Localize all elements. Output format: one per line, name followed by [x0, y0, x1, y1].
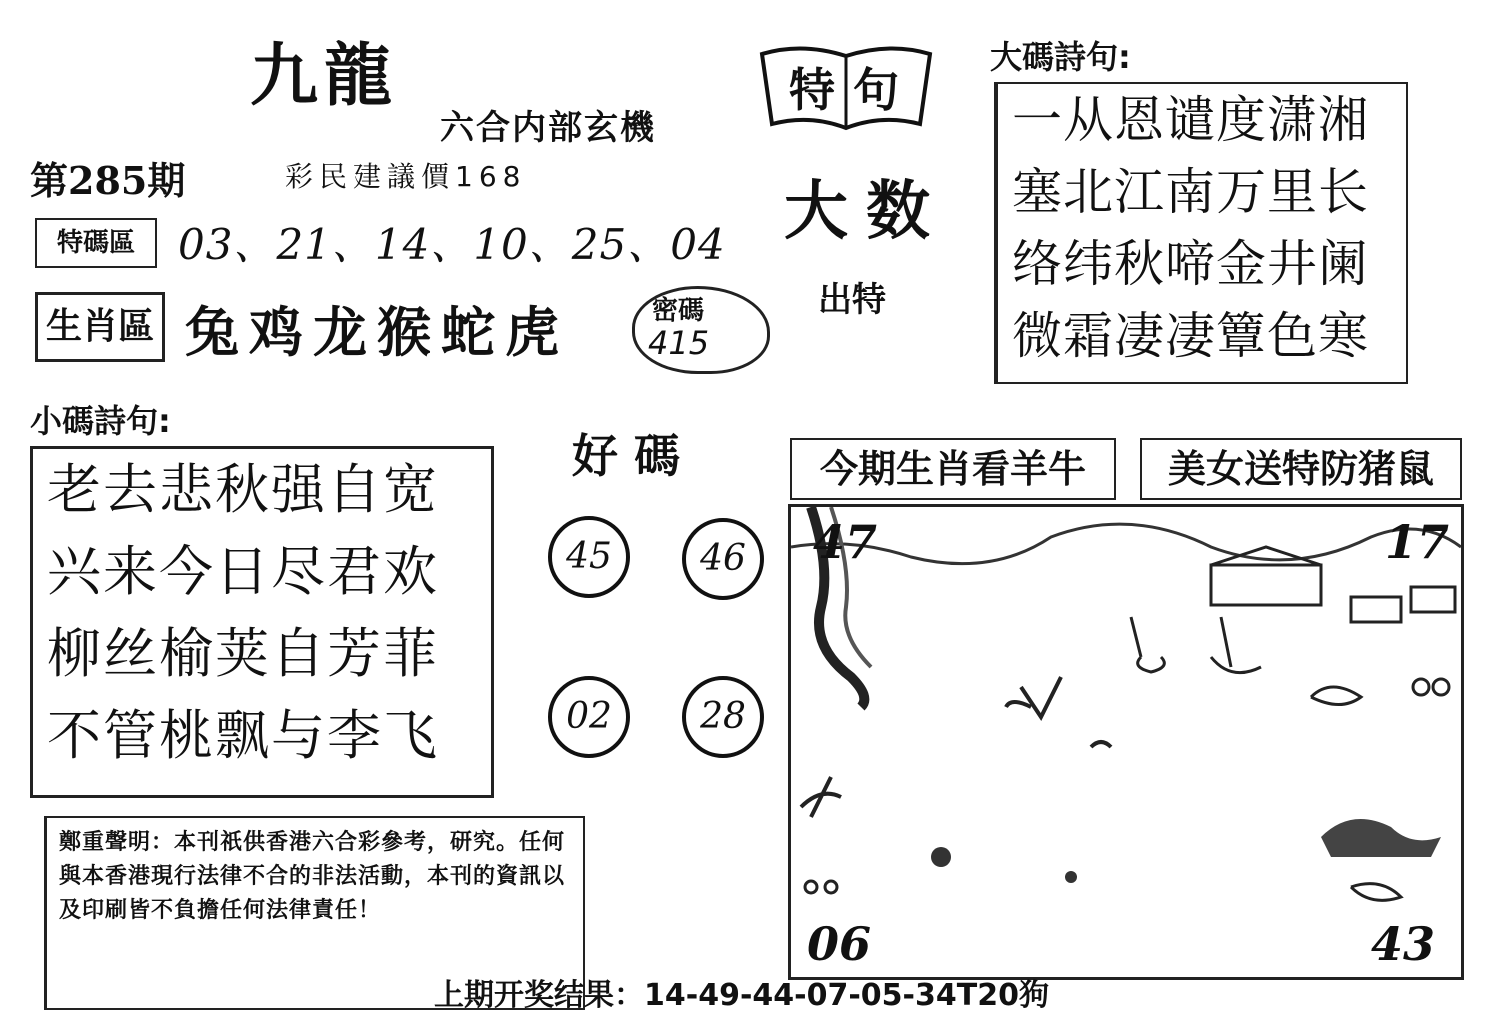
landscape-illustration: [788, 504, 1464, 980]
price-advice: 彩民建議價168: [285, 160, 527, 193]
good-code-circle: 45: [548, 516, 630, 598]
beauty-tip: 美女送特防猪鼠: [1140, 438, 1462, 500]
small-poem-line: 柳丝榆荚自芳菲: [47, 622, 439, 685]
landscape-drawing: [791, 507, 1461, 977]
issue-number: 第285期: [30, 158, 186, 203]
good-code-circle: 28: [682, 676, 764, 758]
small-poem-box: [30, 446, 494, 798]
big-poem-line: 微霜凄凄簟色寒: [1012, 307, 1369, 365]
special-verse-label: 特句: [789, 63, 917, 117]
small-poem-line: 不管桃飘与李飞: [47, 704, 439, 767]
zodiac-tip: 今期生肖看羊牛: [790, 438, 1116, 500]
disclaimer-text: 鄭重聲明：本刊祇供香港六合彩參考，研究。任何與本香港現行法律不合的非法活動，本刊的資訊以及印刷皆不負擔任何法律責任！: [59, 830, 566, 923]
secret-code-value: 415: [648, 324, 710, 362]
subtitle: 六合内部玄機: [440, 108, 656, 148]
secret-code-label: 密碼: [652, 296, 705, 326]
scene-bottom-right-number: 43: [1371, 917, 1436, 971]
zodiac-label: 生肖區: [35, 292, 165, 362]
good-codes-heading: 好碼: [572, 429, 696, 483]
out-special-label: 出特: [818, 280, 886, 320]
special-code-numbers: 03、21、14、10、25、04: [178, 220, 726, 269]
special-code-label: 特碼區: [35, 218, 157, 268]
small-poem-line: 老去悲秋强自宽: [47, 458, 439, 521]
zodiac-animals: 兔鸡龙猴蛇虎: [185, 300, 569, 364]
small-poem-heading: 小碼詩句:: [30, 402, 171, 440]
big-poem-line: 塞北江南万里长: [1012, 163, 1369, 221]
good-code-circle: 02: [548, 676, 630, 758]
big-number-label: 大数: [784, 174, 948, 249]
good-code-circle: 46: [682, 518, 764, 600]
big-poem-line: 络纬秋啼金井阑: [1012, 235, 1369, 293]
big-poem-box: [994, 82, 1408, 384]
scene-bottom-left-number: 06: [807, 917, 872, 971]
big-poem-line: 一从恩谴度潇湘: [1012, 91, 1369, 149]
page-title: 九龍: [250, 36, 399, 116]
big-poem-heading: 大碼詩句:: [990, 38, 1131, 76]
last-draw-result: 上期开奖结果：14-49-44-07-05-34T20狗: [434, 978, 1049, 1013]
scene-top-right-number: 17: [1385, 515, 1450, 569]
scene-top-left-number: 47: [813, 515, 878, 569]
small-poem-line: 兴来今日尽君欢: [47, 540, 439, 603]
